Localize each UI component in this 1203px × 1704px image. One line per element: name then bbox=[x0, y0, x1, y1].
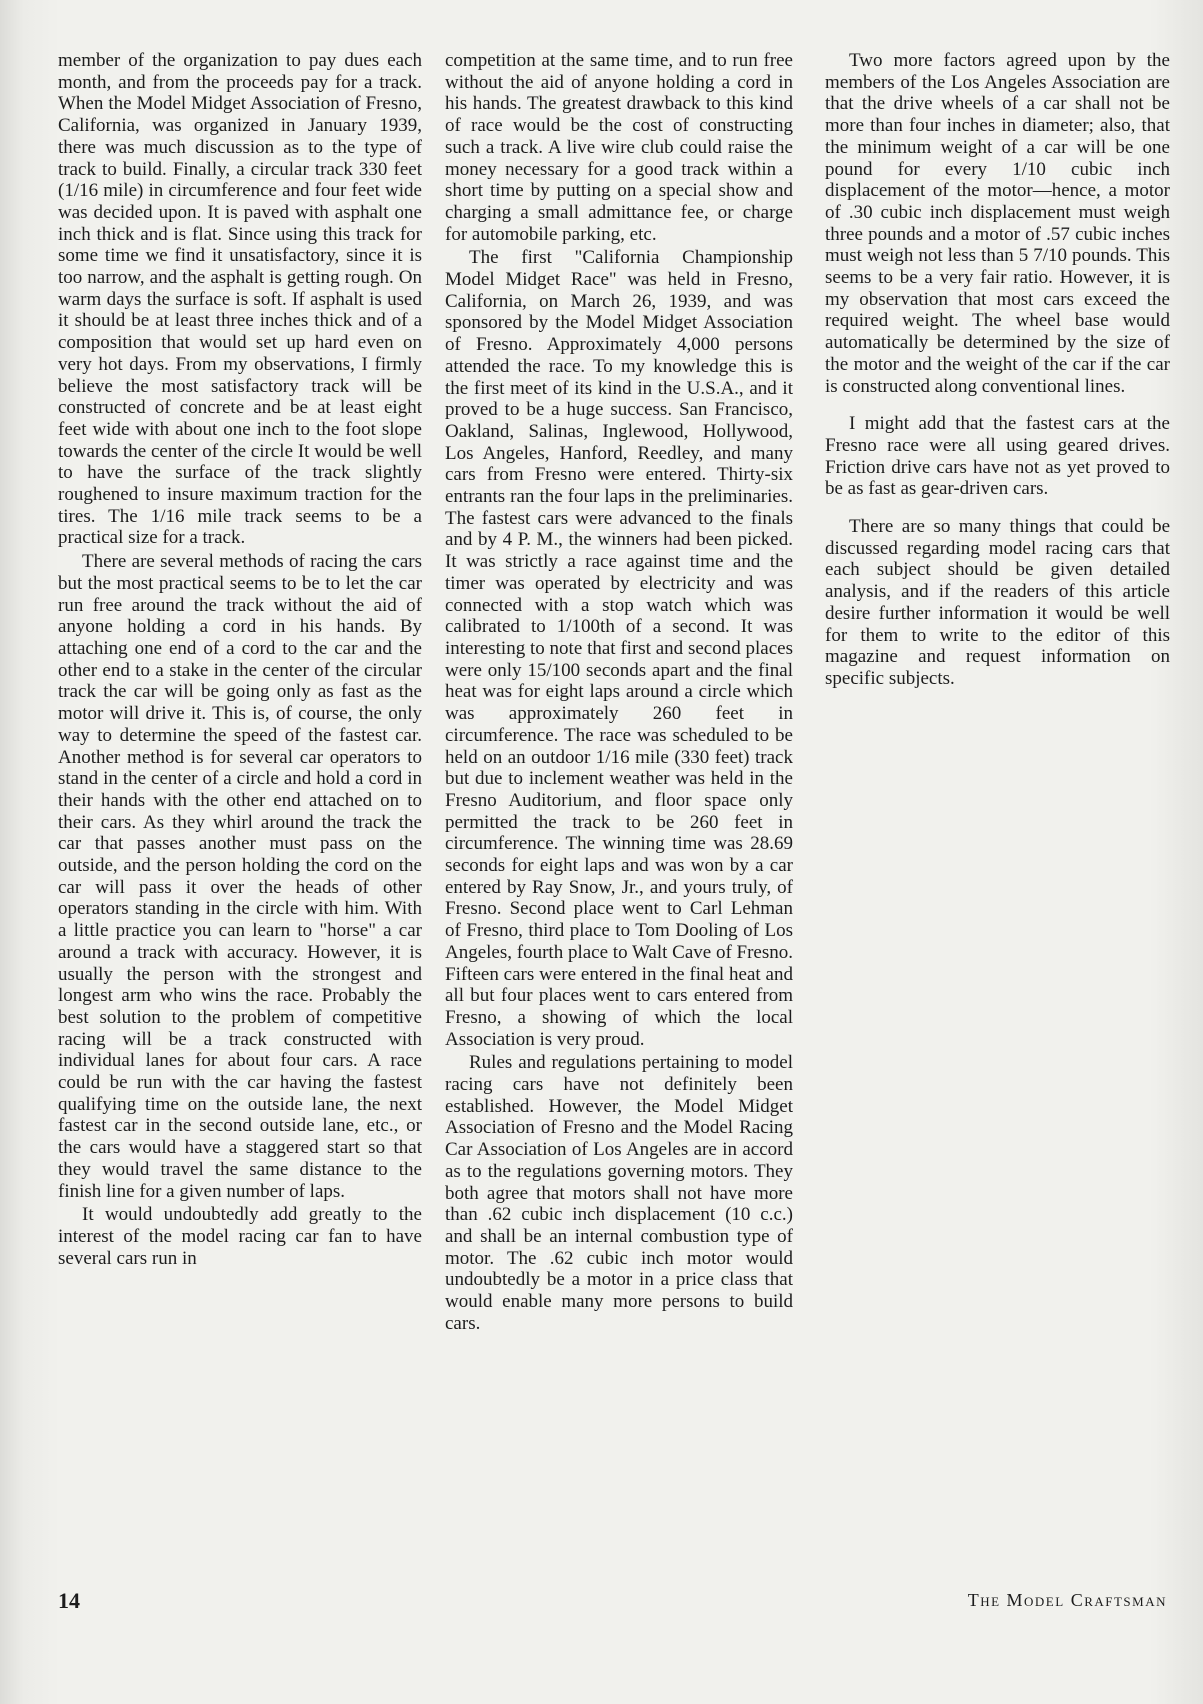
article-column-2 bbox=[445, 50, 793, 1334]
paragraph: I might add that the fastest cars at the Fresno race were all using geared drives. Friction drive cars have not as yet proved to be as fast as gear-driven cars. bbox=[825, 413, 1170, 500]
paragraph: Two more factors agreed upon by the members of the Los Angeles Association are that the drive wheels of a car shall not be more than four inches in diameter; also, that the minimum weight of a car will be one pound for every 1/10 cubic inch displacement of the motor—hence, a motor of .30 cubic inch displacement must weigh three pounds and a motor of .57 cubic inches must weigh not less than 5 7/10 pounds. This seems to be a very fair ratio. However, it is my observation that most cars exceed the required weight. The wheel base would automatically be determined by the size of the motor and the weight of the car if the car is constructed along conventional lines. bbox=[825, 50, 1170, 397]
page-number: 14 bbox=[58, 1588, 80, 1613]
paragraph: member of the organization to pay dues each month, and from the proceeds pay for a track. When the Model Midget Association of Fresno, California, was organized in January 1939, there was much discussion as to the type of track to build. Finally, a circular track 330 feet (1/16 mile) in circumference and four feet wide was decided upon. It is paved with asphalt one inch thick and is flat. Since using this track for some time we find it unsatisfactory, since it is too narrow, and the asphalt is getting rough. On warm days the surface is soft. If asphalt is used it should be at least three inches thick and of a composition that would set up hard even on very hot days. From my observations, I firmly believe the most satisfactory track will be constructed of concrete and be at least eight feet wide with about one inch to the foot slope towards the center of the circle It would be well to have the surface of the track slightly roughened to insure maximum traction for the tires. The 1/16 mile track seems to be a practical size for a track. bbox=[58, 50, 422, 549]
paragraph: There are several methods of racing the cars but the most practical seems to be to let the car run free around the track without the aid of anyone holding a cord in his hands. By attaching one end of a cord to the car and the other end to a stake in the center of the circular track the car will be going only as fast as the motor will drive it. This is, of course, the only way to determine the speed of the fastest car. Another method is for several car operators to stand in the center of a circle and hold a cord in their hands with the other end attached on to their cars. As they whirl around the track the car that passes another must pass on the outside, and the person holding the cord on the car will pass it over the heads of other operators standing in the circle with him. With a little practice you can learn to "horse" a car around a track with accuracy. However, it is usually the person with the strongest and longest arm who wins the race. Probably the best solution to the problem of competitive racing will be a track constructed with individual lanes for about four cars. A race could be run with the car having the fastest qualifying time on the outside lane, the next fastest car in the second outside lane, etc., or the cars would have a staggered start so that they would travel the same distance to the finish line for a given number of laps. bbox=[58, 551, 422, 1202]
article-column-1 bbox=[58, 50, 422, 1269]
paragraph: There are so many things that could be discussed regarding model racing cars that each subject should be given detailed analysis, and if the readers of this article desire further information it would be well for them to write to the editor of this magazine and request information on specific subjects. bbox=[825, 516, 1170, 689]
article-column-3 bbox=[825, 50, 1170, 706]
running-title: The Model Craftsman bbox=[967, 1590, 1167, 1610]
paragraph: Rules and regulations pertaining to model racing cars have not definitely been established. However, the Model Midget Association of Fresno and the Model Racing Car Association of Los Angeles are in accord as to the regulations governing motors. They both agree that motors shall not have more than .62 cubic inch displacement (10 c.c.) and shall be an internal combustion type of motor. The .62 cubic inch motor would undoubtedly be a motor in a price class that would enable many more persons to build cars. bbox=[445, 1052, 793, 1334]
paragraph: competition at the same time, and to run free without the aid of anyone holding a cord in his hands. The greatest drawback to this kind of race would be the cost of constructing such a track. A live wire club could raise the money necessary for a good track within a short time by putting on a special show and charging a small admittance fee, or charge for automobile parking, etc. bbox=[445, 50, 793, 245]
paragraph: The first "California Championship Model Midget Race" was held in Fresno, California, on March 26, 1939, and was sponsored by the Model Midget Association of Fresno. Approximately 4,000 persons attended the race. To my knowledge this is the first meet of its kind in the U.S.A., and it proved to be a huge success. San Francisco, Oakland, Salinas, Inglewood, Hollywood, Los Angeles, Hanford, Reedley, and many cars from Fresno were entered. Thirty-six entrants ran the four laps in the preliminaries. The fastest cars were advanced to the finals and by 4 P. M., the winners had been picked. It was strictly a race against time and the timer was operated by electricity and was connected with a stop watch which was calibrated to 1/100th of a second. It was interesting to note that first and second places were only 15/100 seconds apart and the final heat was for eight laps around a circle which was approximately 260 feet in circumference. The race was scheduled to be held on an outdoor 1/16 mile (330 feet) track but due to inclement weather was held in the Fresno Auditorium, and floor space only permitted the track to be 260 feet in circumference. The winning time was 28.69 seconds for eight laps and was won by a car entered by Ray Snow, Jr., and yours truly, of Fresno. Second place went to Carl Lehman of Fresno, third place to Tom Dooling of Los Angeles, fourth place to Walt Cave of Fresno. Fifteen cars were entered in the final heat and all but four places went to cars entered from Fresno, a showing of which the local Association is very proud. bbox=[445, 247, 793, 1050]
paragraph: It would undoubtedly add greatly to the interest of the model racing car fan to have several cars run in bbox=[58, 1204, 422, 1269]
